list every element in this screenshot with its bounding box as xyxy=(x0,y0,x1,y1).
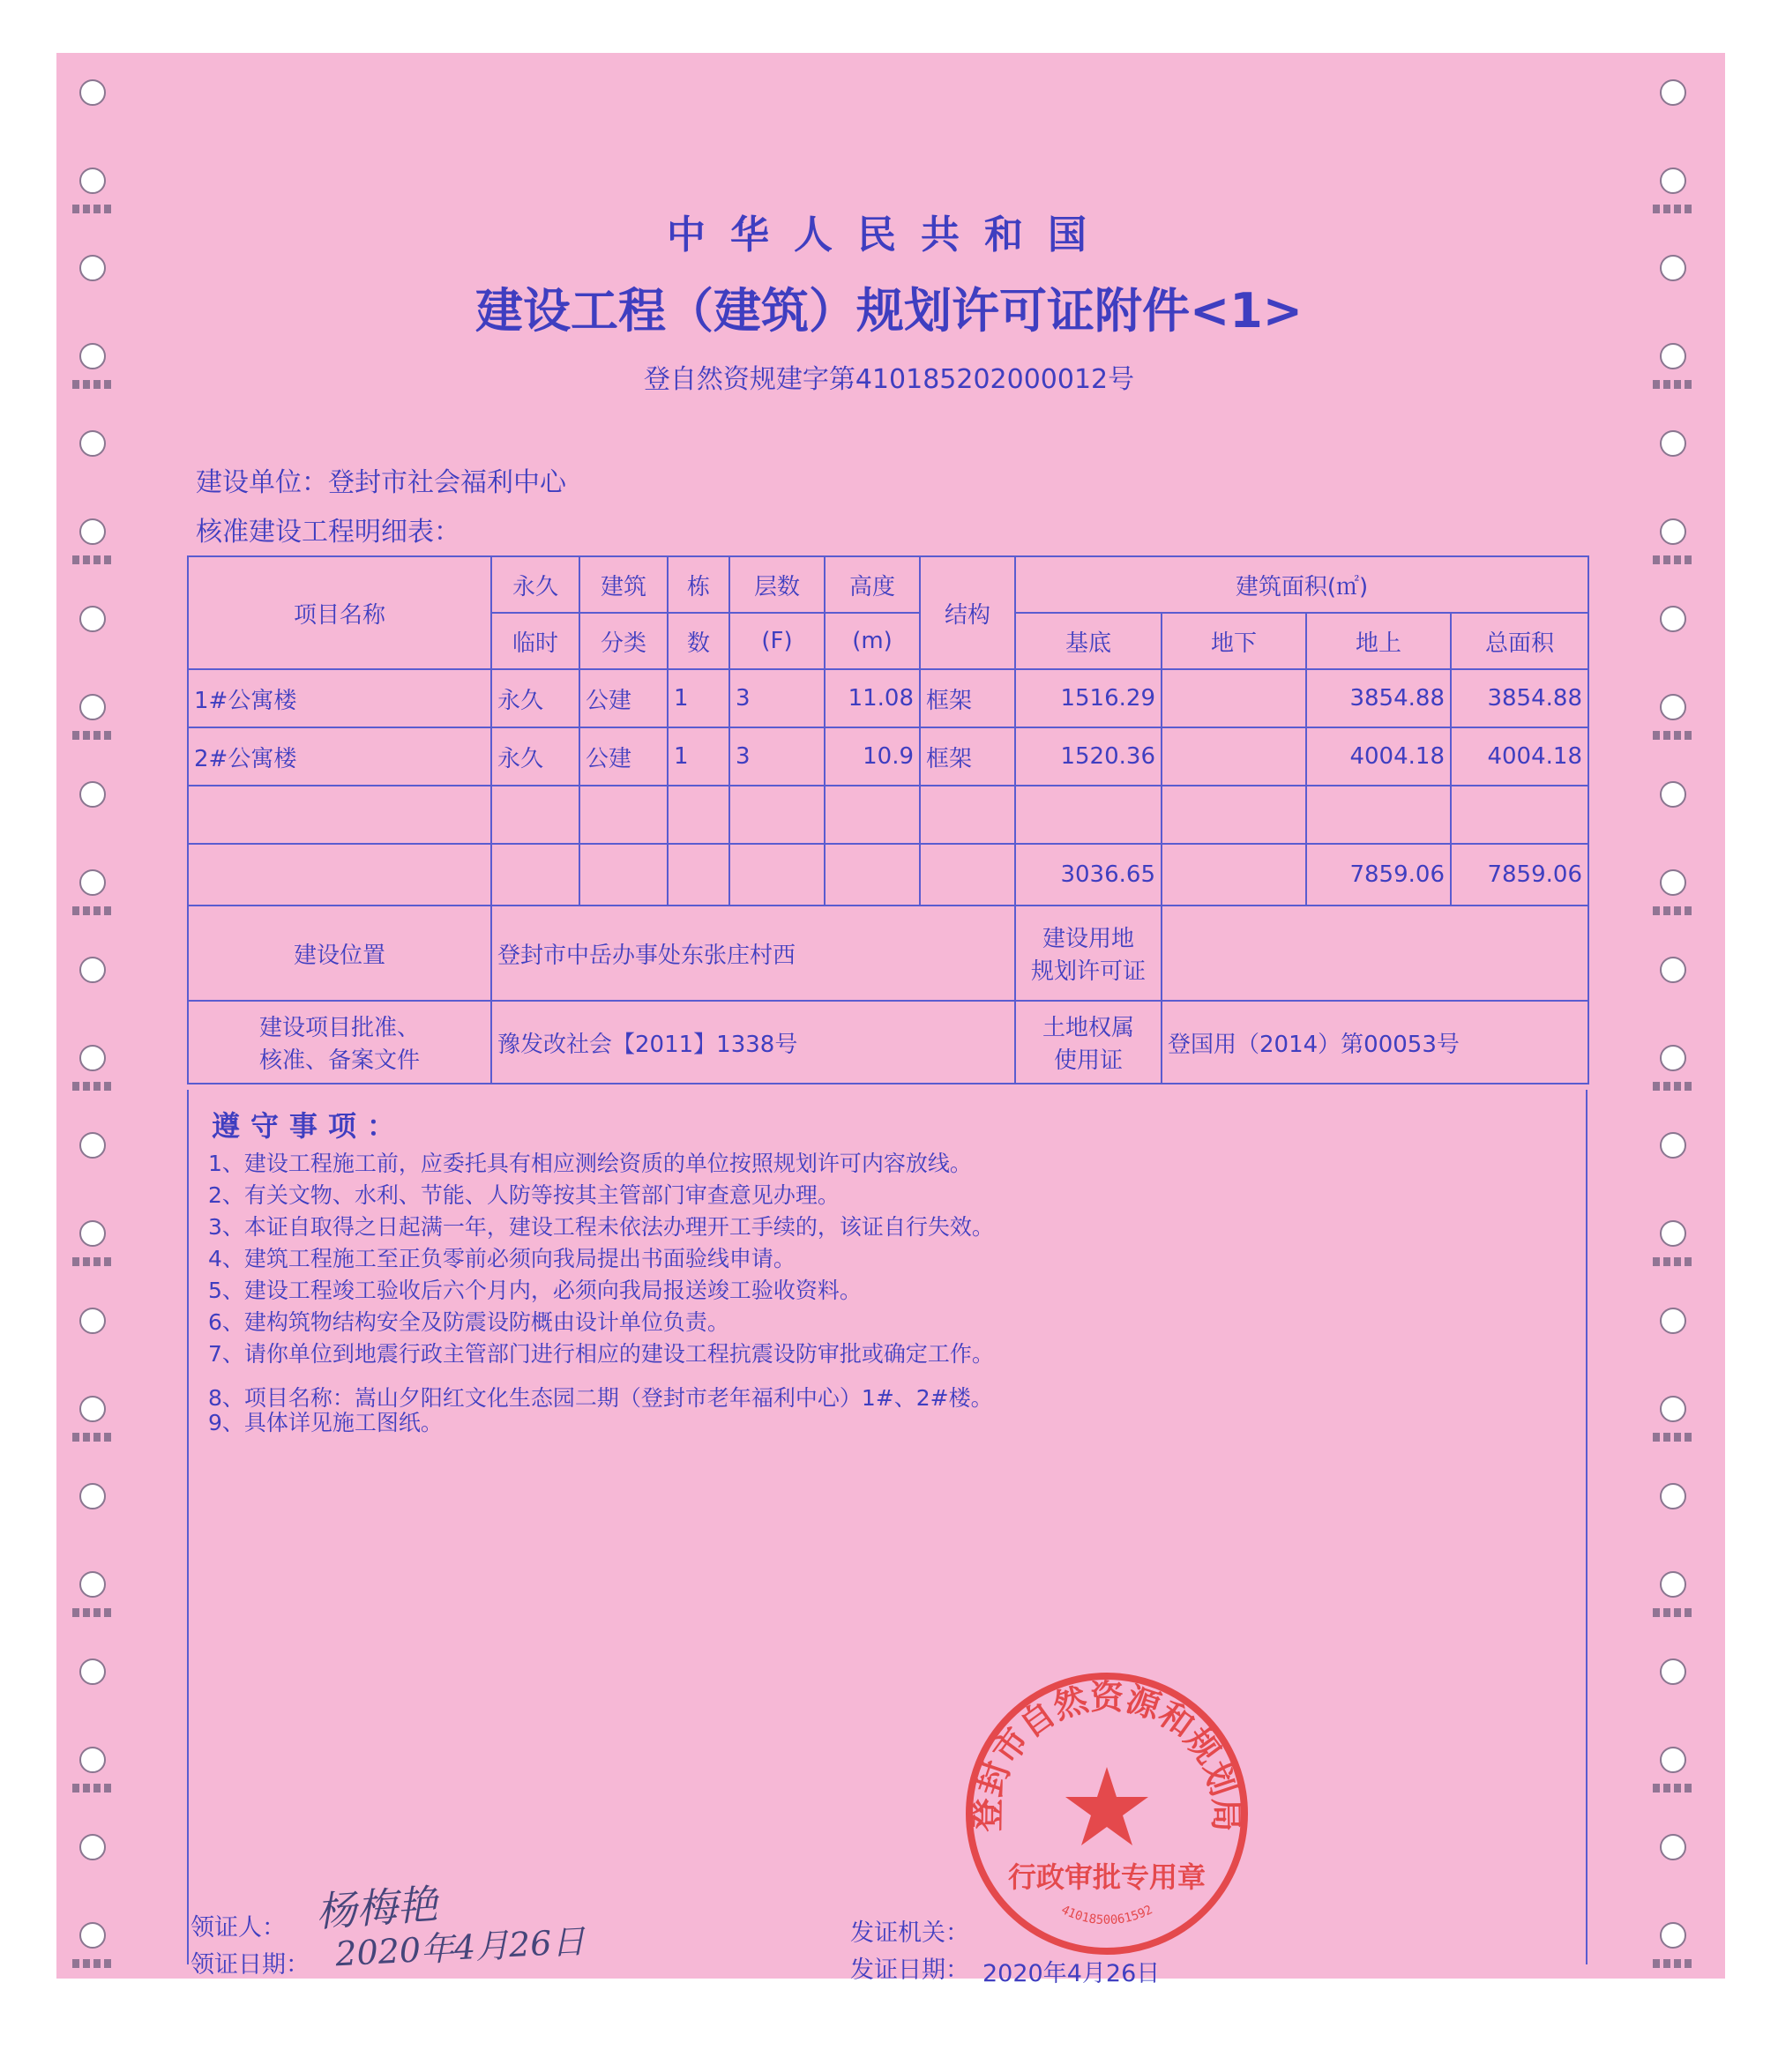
feed-hole xyxy=(1660,606,1686,632)
row-name: 2#公寓楼 xyxy=(188,727,491,786)
recipient-label: 领证人： xyxy=(190,1914,286,1942)
notes-title: 遵守事项： xyxy=(212,1109,407,1143)
land-right-label-line1: 土地权属 xyxy=(1042,1015,1134,1041)
row-height: 10.9 xyxy=(825,727,920,786)
header-base: 基底 xyxy=(1015,613,1162,669)
issuer-label: 发证机关： xyxy=(850,1919,969,1947)
approval-label-line1: 建设项目批准、 xyxy=(258,1015,420,1041)
row-total: 4004.18 xyxy=(1451,727,1588,786)
feed-hole xyxy=(79,1922,106,1949)
perforation-mark xyxy=(72,1784,115,1793)
location-label: 建设位置 xyxy=(188,906,491,1001)
land-permit-value xyxy=(1162,906,1588,1001)
header-underground: 地下 xyxy=(1162,613,1306,669)
header-above-ground: 地上 xyxy=(1306,613,1451,669)
perforation-mark xyxy=(1653,1608,1695,1617)
feed-hole xyxy=(1660,869,1686,896)
perforation-mark xyxy=(72,1082,115,1091)
header-total-area: 总面积 xyxy=(1451,613,1588,669)
feed-hole xyxy=(1660,1571,1686,1598)
total-above-ground: 7859.06 xyxy=(1306,844,1451,906)
perforation-mark xyxy=(72,731,115,740)
feed-hole xyxy=(79,694,106,720)
feed-hole xyxy=(1660,1747,1686,1773)
seal-code: 4101850061592 xyxy=(1058,1903,1155,1928)
perforation-mark xyxy=(1653,906,1695,915)
note-item: 1、建设工程施工前，应委托具有相应测绘资质的单位按照规划许可内容放线。 xyxy=(208,1151,972,1176)
note-item: 9、具体详见施工图纸。 xyxy=(208,1410,443,1435)
note-item: 2、有关文物、水利、节能、人防等按其主管部门审查意见办理。 xyxy=(208,1182,840,1208)
table-row xyxy=(188,727,1588,786)
feed-hole xyxy=(1660,1922,1686,1949)
row-permanence: 永久 xyxy=(491,727,579,786)
row-category: 公建 xyxy=(579,727,668,786)
table-row-totals xyxy=(188,844,1588,906)
row-above-ground: 3854.88 xyxy=(1306,669,1451,727)
receive-date-handwritten: 2020年4月26日 xyxy=(334,1921,586,1974)
feed-hole xyxy=(79,957,106,983)
country-title: 中华人民共和国 xyxy=(667,212,1111,257)
perforation-mark xyxy=(72,1257,115,1266)
perforation-mark xyxy=(1653,555,1695,564)
document-title: 建设工程（建筑）规划许可证附件<1> xyxy=(474,283,1304,339)
feed-hole xyxy=(1660,1132,1686,1159)
feed-hole xyxy=(79,430,106,457)
approval-label-line2: 核准、备案文件 xyxy=(258,1047,420,1074)
note-item: 6、建构筑物结构安全及防震设防概由设计单位负责。 xyxy=(208,1309,729,1335)
table-row-empty xyxy=(188,786,1588,844)
table-row xyxy=(188,669,1588,727)
feed-hole xyxy=(79,518,106,545)
issue-date-value: 2020年4月26日 xyxy=(982,1960,1161,1987)
feed-hole xyxy=(79,781,106,808)
feed-hole xyxy=(1660,1045,1686,1071)
note-item: 7、请你单位到地震行政主管部门进行相应的建设工程抗震设防审批或确定工作。 xyxy=(208,1341,994,1367)
row-height: 11.08 xyxy=(825,669,920,727)
seal-org-name: 登封市自然资源和规划局 xyxy=(967,1678,1246,1832)
row-floors: 3 xyxy=(729,727,825,786)
header-floors: 层数 xyxy=(729,556,825,613)
feed-hole xyxy=(1660,518,1686,545)
header-floors-unit: (F) xyxy=(729,613,825,669)
row-structure: 框架 xyxy=(920,727,1015,786)
feed-hole xyxy=(1660,430,1686,457)
land-permit-label xyxy=(1015,906,1162,1001)
feed-hole xyxy=(79,168,106,194)
header-height-unit: (m) xyxy=(825,613,920,669)
feed-hole xyxy=(79,1571,106,1598)
feed-hole xyxy=(1660,957,1686,983)
feed-hole xyxy=(79,869,106,896)
approval-label xyxy=(188,1001,491,1084)
row-total: 3854.88 xyxy=(1451,669,1588,727)
feed-hole xyxy=(1660,1834,1686,1860)
feed-hole xyxy=(79,1132,106,1159)
row-above-ground: 4004.18 xyxy=(1306,727,1451,786)
perforation-mark xyxy=(1653,731,1695,740)
header-height: 高度 xyxy=(825,556,920,613)
feed-hole xyxy=(1660,1483,1686,1509)
table-title: 核准建设工程明细表： xyxy=(196,517,460,548)
perforation-mark xyxy=(72,1433,115,1442)
perforation-mark xyxy=(1653,1257,1695,1266)
header-temporary: 临时 xyxy=(491,613,579,669)
header-building-count-2: 数 xyxy=(668,613,729,669)
header-building-count: 栋 xyxy=(668,556,729,613)
row-base: 1516.29 xyxy=(1015,669,1162,727)
note-item: 5、建设工程竣工验收后六个月内，必须向我局报送竣工验收资料。 xyxy=(208,1278,862,1303)
total-area: 7859.06 xyxy=(1451,844,1588,906)
perforation-mark xyxy=(72,555,115,564)
perforation-mark xyxy=(72,906,115,915)
feed-hole xyxy=(79,1045,106,1071)
row-underground xyxy=(1162,669,1306,727)
feed-hole xyxy=(79,1834,106,1860)
document-number: 登自然资规建字第410185202000012号 xyxy=(643,364,1135,395)
perforation-mark xyxy=(1653,1959,1695,1968)
header-category: 建筑 xyxy=(579,556,668,613)
approval-value: 豫发改社会【2011】1338号 xyxy=(491,1001,1015,1084)
row-underground xyxy=(1162,727,1306,786)
row-structure: 框架 xyxy=(920,669,1015,727)
land-right-label-line2: 使用证 xyxy=(1053,1047,1123,1074)
feed-hole xyxy=(1660,1396,1686,1422)
feed-hole xyxy=(1660,1308,1686,1334)
issue-date-label: 发证日期： xyxy=(850,1956,969,1984)
receive-date-label: 领证日期： xyxy=(190,1951,310,1979)
land-right-value: 登国用（2014）第00053号 xyxy=(1162,1001,1588,1084)
perforation-mark xyxy=(1653,1433,1695,1442)
feed-hole xyxy=(79,1308,106,1334)
location-value: 登封市中岳办事处东张庄村西 xyxy=(491,906,1015,1001)
note-item: 4、建筑工程施工至正负零前必须向我局提出书面验线申请。 xyxy=(208,1246,796,1271)
header-project-name: 项目名称 xyxy=(188,556,491,669)
note-item: 8、项目名称：嵩山夕阳红文化生态园二期（登封市老年福利中心）1#、2#楼。 xyxy=(208,1385,993,1411)
header-floor-area: 建筑面积(㎡) xyxy=(1015,556,1588,613)
row-count: 1 xyxy=(668,727,729,786)
row-floors: 3 xyxy=(729,669,825,727)
land-right-label xyxy=(1015,1001,1162,1084)
perforation-mark xyxy=(72,1959,115,1968)
recipient-signature: 杨梅艳 xyxy=(314,1880,439,1936)
project-detail-table xyxy=(187,555,1589,1084)
row-base: 1520.36 xyxy=(1015,727,1162,786)
construction-unit: 建设单位：登封市社会福利中心 xyxy=(196,467,566,498)
feed-hole xyxy=(1660,1220,1686,1247)
feed-hole xyxy=(1660,694,1686,720)
note-item: 3、本证自取得之日起满一年，建设工程未依法办理开工手续的，该证自行失效。 xyxy=(208,1214,994,1240)
feed-hole xyxy=(79,1220,106,1247)
total-underground xyxy=(1162,844,1306,906)
header-structure: 结构 xyxy=(920,556,1015,669)
header-permanent: 永久 xyxy=(491,556,579,613)
feed-hole xyxy=(1660,79,1686,106)
seal-subtitle: 行政审批专用章 xyxy=(1007,1860,1206,1894)
feed-hole xyxy=(79,1483,106,1509)
feed-hole xyxy=(79,1658,106,1685)
perforation-mark xyxy=(72,1608,115,1617)
feed-hole xyxy=(79,79,106,106)
feed-hole xyxy=(79,606,106,632)
row-category: 公建 xyxy=(579,669,668,727)
star-icon xyxy=(1065,1767,1148,1845)
perforation-mark xyxy=(1653,1784,1695,1793)
row-count: 1 xyxy=(668,669,729,727)
header-category-2: 分类 xyxy=(579,613,668,669)
feed-hole xyxy=(79,1396,106,1422)
feed-hole xyxy=(79,1747,106,1773)
total-base: 3036.65 xyxy=(1015,844,1162,906)
row-name: 1#公寓楼 xyxy=(188,669,491,727)
feed-hole xyxy=(1660,781,1686,808)
perforation-mark xyxy=(1653,1082,1695,1091)
official-seal xyxy=(961,1668,1252,1959)
land-permit-label-line1: 建设用地 xyxy=(1042,926,1134,952)
row-permanence: 永久 xyxy=(491,669,579,727)
feed-hole xyxy=(1660,168,1686,194)
land-permit-label-line2: 规划许可证 xyxy=(1030,958,1146,985)
feed-hole xyxy=(1660,1658,1686,1685)
